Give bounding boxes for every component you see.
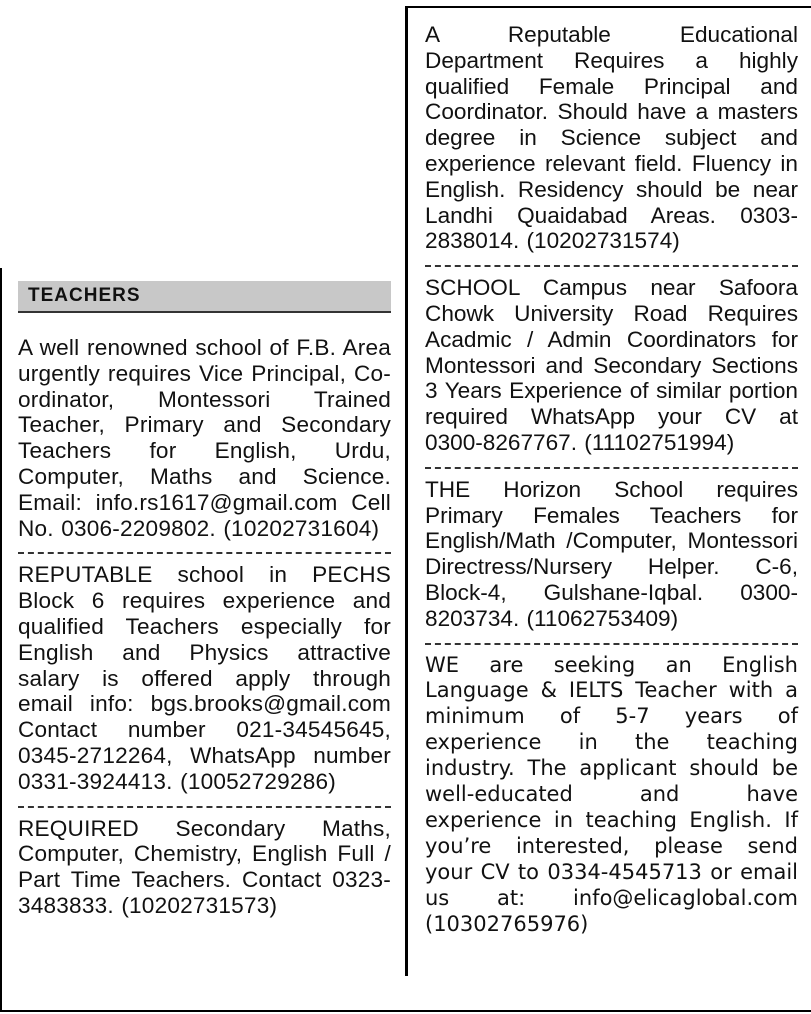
right-column <box>425 22 798 943</box>
dashed-separator <box>425 643 798 645</box>
classified-ad: A well renowned school of F.B. Area urgently requires Vice Principal, Co-ordinator, Montessori Trained Teacher, Primary and Secondary Teachers for English, Urdu, Computer, Maths and Science. Email: info.rs1617@gmail.com Cell No. 0306-2209802. (10202731604) <box>18 335 391 541</box>
classified-ad: A Reputable Educational Department Requires a highly qualified Female Principal and Coordinator. Should have a masters degree in Science subject and experience relevant field. Fluency in English. Residency should be near Landhi Quaidabad Areas. 0303-2838014. (10202731574) <box>425 22 798 254</box>
bottom-border <box>0 1010 811 1012</box>
dashed-separator <box>425 467 798 469</box>
classified-ad: REPUTABLE school in PECHS Block 6 requires experience and qualified Teachers especially for English and Physics attractive salary is offered apply through email info: bgs.brooks@gmail.com Contact number 021-34545645, 0345-2712264, WhatsApp number 0331-3924413. (10052729286) <box>18 562 391 794</box>
classified-ad: SCHOOL Campus near Safoora Chowk University Road Requires Acadmic / Admin Coordinators for Montessori and Secondary Sections 3 Years Experience of similar portion required WhatsApp your CV at 0300-8267767. (11102751994) <box>425 275 798 455</box>
dashed-separator <box>18 806 391 808</box>
classified-ad: THE Horizon School requires Primary Females Teachers for English/Math /Computer, Montessori Directress/Nursery Helper. C-6, Block-4, Gulshane-Iqbal. 0300-8203734. (11062753409) <box>425 476 798 631</box>
dashed-separator <box>425 265 798 267</box>
dashed-separator <box>18 552 391 554</box>
column-divider <box>405 6 408 976</box>
left-border <box>0 268 2 1012</box>
classified-ad: REQUIRED Secondary Maths, Computer, Chemistry, English Full / Part Time Teachers. Contact 0323-3483833. (10202731573) <box>18 815 391 918</box>
left-column <box>18 281 391 924</box>
classified-ad: WE are seeking an English Language & IELTS Teacher with a minimum of 5-7 years of experience in the teaching industry. The applicant should be well-educated and have experience in teaching English. If you’re interested, please send your CV to 0334-4545713 or email us at: info@elicaglobal.com (10302765976) <box>425 652 798 936</box>
top-right-rule <box>405 6 811 8</box>
section-header: TEACHERS <box>18 281 391 313</box>
